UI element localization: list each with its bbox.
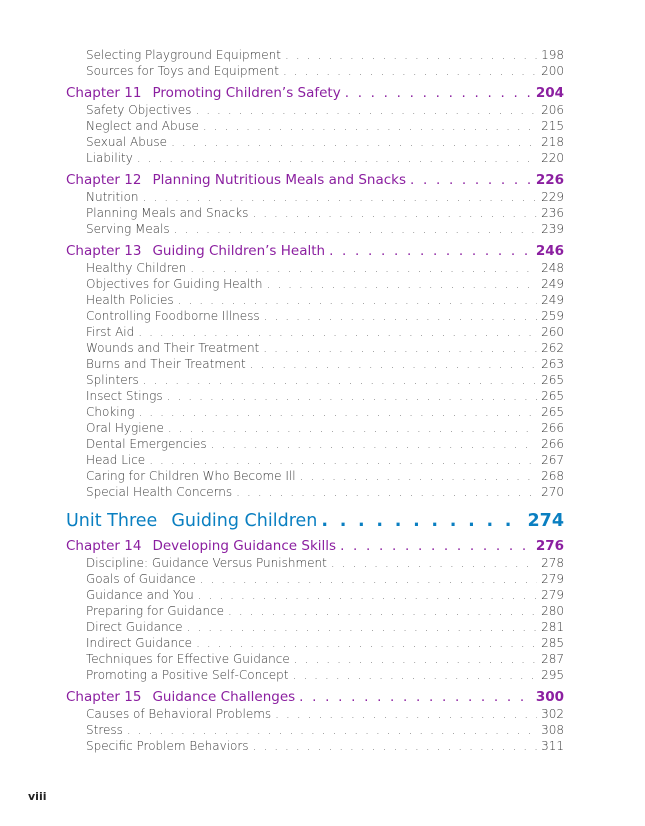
toc-entry-title: [86, 205, 248, 221]
toc-section-entry: [66, 356, 564, 372]
dot-leader: [143, 189, 538, 205]
toc-entry-number: Unit Three: [66, 511, 158, 531]
toc-entry-page: 280: [541, 604, 564, 618]
dot-leader: [331, 555, 537, 571]
toc-entry-title: [86, 555, 327, 571]
dot-leader: [293, 667, 538, 683]
toc-section-entry: [66, 555, 564, 571]
dot-leader: [329, 242, 532, 260]
toc-entry-page: 302: [541, 707, 564, 721]
toc-entry-number: Chapter 12: [66, 172, 142, 188]
toc-section-entry: [66, 63, 564, 79]
dot-leader: [149, 452, 537, 468]
toc-entry-label: Objectives for Guiding Health: [86, 277, 263, 291]
toc-entry-title: [86, 292, 174, 308]
toc-entry-label: Planning Nutritious Meals and Snacks: [152, 172, 406, 188]
toc-entry-title: [66, 688, 295, 706]
toc-entry-page: 220: [541, 151, 564, 165]
toc-section-entry: [66, 260, 564, 276]
toc-entry-title: [86, 340, 259, 356]
toc-entry-title: [86, 308, 260, 324]
toc-entry-page: 279: [541, 588, 564, 602]
toc-section-entry: [66, 189, 564, 205]
toc-entry-title: [86, 484, 232, 500]
toc-entry-title: [86, 260, 186, 276]
toc-entry-label: Direct Guidance: [86, 620, 183, 634]
dot-leader: [228, 603, 537, 619]
toc-entry-page: 270: [541, 485, 564, 499]
dot-leader: [138, 404, 537, 420]
toc-section-entry: [66, 221, 564, 237]
toc-entry-title: [86, 150, 133, 166]
toc-section-entry: [66, 484, 564, 500]
toc-entry-page: 265: [541, 405, 564, 419]
toc-section-entry: [66, 452, 564, 468]
toc-entry-label: Splinters: [86, 373, 139, 387]
toc-section-entry: [66, 420, 564, 436]
toc-entry-label: Dental Emergencies: [86, 437, 207, 451]
toc-entry-label: Discipline: Guidance Versus Punishment: [86, 556, 327, 570]
toc-section-entry: [66, 102, 564, 118]
toc-entry-title: [66, 84, 341, 102]
dot-leader: [345, 84, 532, 102]
toc-chapter-entry: [66, 171, 564, 189]
toc-entry-label: Liability: [86, 151, 133, 165]
dot-leader: [263, 340, 537, 356]
dot-leader: [143, 372, 537, 388]
toc-section-entry: [66, 205, 564, 221]
toc-unit-entry: [66, 510, 564, 532]
toc-section-entry: [66, 324, 564, 340]
toc-section-entry: [66, 134, 564, 150]
toc-entry-title: [86, 420, 164, 436]
toc-entry-page: 265: [541, 389, 564, 403]
toc-entry-title: [66, 242, 325, 260]
toc-entry-page: 206: [541, 103, 564, 117]
dot-leader: [294, 651, 537, 667]
toc-chapter-entry: [66, 688, 564, 706]
toc-entry-title: [86, 738, 249, 754]
toc-entry-title: [86, 356, 246, 372]
toc-entry-page: 311: [541, 739, 564, 753]
toc-entry-page: 279: [541, 572, 564, 586]
toc-entry-label: Guidance Challenges: [152, 689, 296, 705]
toc-entry-number: Chapter 13: [66, 243, 142, 259]
toc-entry-title: [86, 452, 145, 468]
toc-entry-page: 285: [541, 636, 564, 650]
toc-chapter-entry: [66, 84, 564, 102]
toc-entry-title: [86, 706, 271, 722]
toc-entry-page: 276: [535, 538, 564, 554]
toc-entry-title: [86, 619, 183, 635]
toc-entry-title: [86, 571, 196, 587]
dot-leader: [264, 308, 537, 324]
toc-entry-number: Chapter 15: [66, 689, 142, 705]
dot-leader: [167, 388, 537, 404]
toc-entry-label: Controlling Foodborne Illness: [86, 309, 260, 323]
toc-section-entry: [66, 722, 564, 738]
toc-entry-page: 295: [541, 668, 564, 682]
toc-entry-page: 239: [541, 222, 564, 236]
toc-entry-title: [86, 404, 134, 420]
toc-entry-title: [86, 221, 170, 237]
toc-entry-label: Guidance and You: [86, 588, 194, 602]
toc-entry-page: 249: [541, 293, 564, 307]
toc-entry-label: Safety Objectives: [86, 103, 192, 117]
toc-entry-page: 248: [541, 261, 564, 275]
toc-entry-label: Head Lice: [86, 453, 146, 467]
toc-entry-label: Developing Guidance Skills: [152, 538, 337, 554]
toc-entry-label: Burns and Their Treatment: [86, 357, 246, 371]
toc-section-entry: [66, 150, 564, 166]
dot-leader: [285, 47, 537, 63]
toc-entry-label: Planning Meals and Snacks: [86, 206, 249, 220]
dot-leader: [275, 706, 537, 722]
toc-chapter-entry: [66, 242, 564, 260]
toc-entry-label: Stress: [86, 723, 123, 737]
toc-entry-page: 218: [541, 135, 564, 149]
toc-section-entry: [66, 436, 564, 452]
toc-entry-title: [86, 468, 296, 484]
page-number: viii: [28, 790, 47, 803]
toc-entry-title: [86, 667, 289, 683]
toc-entry-title: [66, 537, 336, 555]
toc-entry-label: Guiding Children’s Health: [152, 243, 326, 259]
toc-entry-label: Sexual Abuse: [86, 135, 168, 149]
toc-entry-number: Chapter 14: [66, 538, 142, 554]
toc-entry-page: 263: [541, 357, 564, 371]
toc-chapter-entry: [66, 537, 564, 555]
toc-entry-page: 266: [541, 437, 564, 451]
dot-leader: [174, 221, 537, 237]
toc-entry-title: [86, 587, 194, 603]
toc-section-entry: [66, 308, 564, 324]
toc-section-entry: [66, 635, 564, 651]
toc-entry-page: 267: [541, 453, 564, 467]
toc-entry-page: 215: [541, 119, 564, 133]
dot-leader: [200, 571, 538, 587]
toc-entry-page: 200: [541, 64, 564, 78]
toc-entry-label: Nutrition: [86, 190, 139, 204]
toc-entry-page: 249: [541, 277, 564, 291]
toc-entry-page: 226: [535, 172, 564, 188]
toc-entry-label: Guiding Children: [171, 511, 318, 531]
dot-leader: [253, 738, 538, 754]
toc-entry-label: Special Health Concerns: [86, 485, 233, 499]
toc-entry-title: [86, 722, 123, 738]
toc-entry-label: Promoting Children’s Safety: [152, 85, 341, 101]
toc-section-entry: [66, 404, 564, 420]
toc-entry-title: [86, 388, 163, 404]
toc-entry-title: [66, 171, 406, 189]
dot-leader: [187, 619, 538, 635]
dot-leader: [203, 118, 537, 134]
dot-leader: [127, 722, 537, 738]
toc-entry-page: 236: [541, 206, 564, 220]
dot-leader: [250, 356, 537, 372]
toc-entry-label: Wounds and Their Treatment: [86, 341, 260, 355]
dot-leader: [283, 63, 537, 79]
dot-leader: [321, 510, 523, 532]
toc-section-entry: [66, 340, 564, 356]
toc-entry-label: Caring for Children Who Become Ill: [86, 469, 296, 483]
toc-entry-label: Causes of Behavioral Problems: [86, 707, 272, 721]
toc-section-entry: [66, 276, 564, 292]
toc-entry-title: [86, 603, 224, 619]
toc-entry-label: Choking: [86, 405, 135, 419]
dot-leader: [178, 292, 537, 308]
dot-leader: [195, 102, 537, 118]
toc-entry-title: [86, 63, 279, 79]
dot-leader: [299, 688, 532, 706]
toc-entry-title: [86, 651, 290, 667]
toc-entry-label: Indirect Guidance: [86, 636, 193, 650]
toc-section-entry: [66, 587, 564, 603]
toc-entry-label: Sources for Toys and Equipment: [86, 64, 279, 78]
toc-entry-page: 246: [535, 243, 564, 259]
toc-entry-page: 198: [541, 48, 564, 62]
toc-entry-title: [86, 372, 139, 388]
toc-entry-label: Health Policies: [86, 293, 174, 307]
toc-entry-title: [86, 276, 263, 292]
toc-entry-page: 262: [541, 341, 564, 355]
toc-entry-title: [86, 118, 199, 134]
dot-leader: [190, 260, 537, 276]
toc-section-entry: [66, 372, 564, 388]
toc-entry-title: [86, 47, 281, 63]
toc-entry-title: [86, 635, 192, 651]
toc-entry-label: Insect Stings: [86, 389, 163, 403]
toc-entry-title: [86, 102, 191, 118]
toc-entry-label: Preparing for Guidance: [86, 604, 225, 618]
toc-entry-title: [86, 134, 167, 150]
toc-entry-title: [86, 189, 139, 205]
toc-entry-label: Specific Problem Behaviors: [86, 739, 249, 753]
toc-entry-page: 265: [541, 373, 564, 387]
toc-entry-label: Serving Meals: [86, 222, 170, 236]
dot-leader: [236, 484, 537, 500]
toc-entry-page: 300: [535, 689, 564, 705]
dot-leader: [196, 635, 537, 651]
toc-entry-page: 281: [541, 620, 564, 634]
toc-section-entry: [66, 706, 564, 722]
dot-leader: [171, 134, 537, 150]
toc-entry-page: 259: [541, 309, 564, 323]
toc-entry-number: Chapter 11: [66, 85, 142, 101]
toc-section-entry: [66, 571, 564, 587]
dot-leader: [340, 537, 532, 555]
toc-entry-page: 278: [541, 556, 564, 570]
toc-section-entry: [66, 651, 564, 667]
toc-section-entry: [66, 468, 564, 484]
dot-leader: [252, 205, 537, 221]
toc-section-entry: [66, 667, 564, 683]
table-of-contents: [66, 47, 564, 754]
toc-entry-label: Promoting a Positive Self-Concept: [86, 668, 289, 682]
dot-leader: [267, 276, 538, 292]
dot-leader: [138, 324, 537, 340]
toc-section-entry: [66, 388, 564, 404]
toc-entry-page: 274: [527, 511, 564, 531]
toc-entry-page: 260: [541, 325, 564, 339]
toc-entry-label: Oral Hygiene: [86, 421, 164, 435]
dot-leader: [198, 587, 537, 603]
toc-section-entry: [66, 738, 564, 754]
toc-section-entry: [66, 603, 564, 619]
toc-section-entry: [66, 292, 564, 308]
toc-entry-title: [66, 510, 317, 532]
dot-leader: [211, 436, 538, 452]
toc-entry-label: Goals of Guidance: [86, 572, 196, 586]
toc-entry-page: 268: [541, 469, 564, 483]
dot-leader: [137, 150, 537, 166]
dot-leader: [410, 171, 532, 189]
toc-entry-page: 287: [541, 652, 564, 666]
toc-entry-title: [86, 324, 134, 340]
dot-leader: [168, 420, 537, 436]
toc-entry-title: [86, 436, 207, 452]
toc-section-entry: [66, 47, 564, 63]
toc-entry-label: Neglect and Abuse: [86, 119, 199, 133]
toc-entry-label: Selecting Playground Equipment: [86, 48, 281, 62]
toc-entry-label: Healthy Children: [86, 261, 187, 275]
toc-entry-label: Techniques for Effective Guidance: [86, 652, 290, 666]
toc-entry-page: 229: [541, 190, 564, 204]
toc-entry-label: First Aid: [86, 325, 135, 339]
toc-entry-page: 266: [541, 421, 564, 435]
toc-section-entry: [66, 118, 564, 134]
toc-entry-page: 308: [541, 723, 564, 737]
dot-leader: [300, 468, 538, 484]
toc-entry-page: 204: [535, 85, 564, 101]
toc-section-entry: [66, 619, 564, 635]
